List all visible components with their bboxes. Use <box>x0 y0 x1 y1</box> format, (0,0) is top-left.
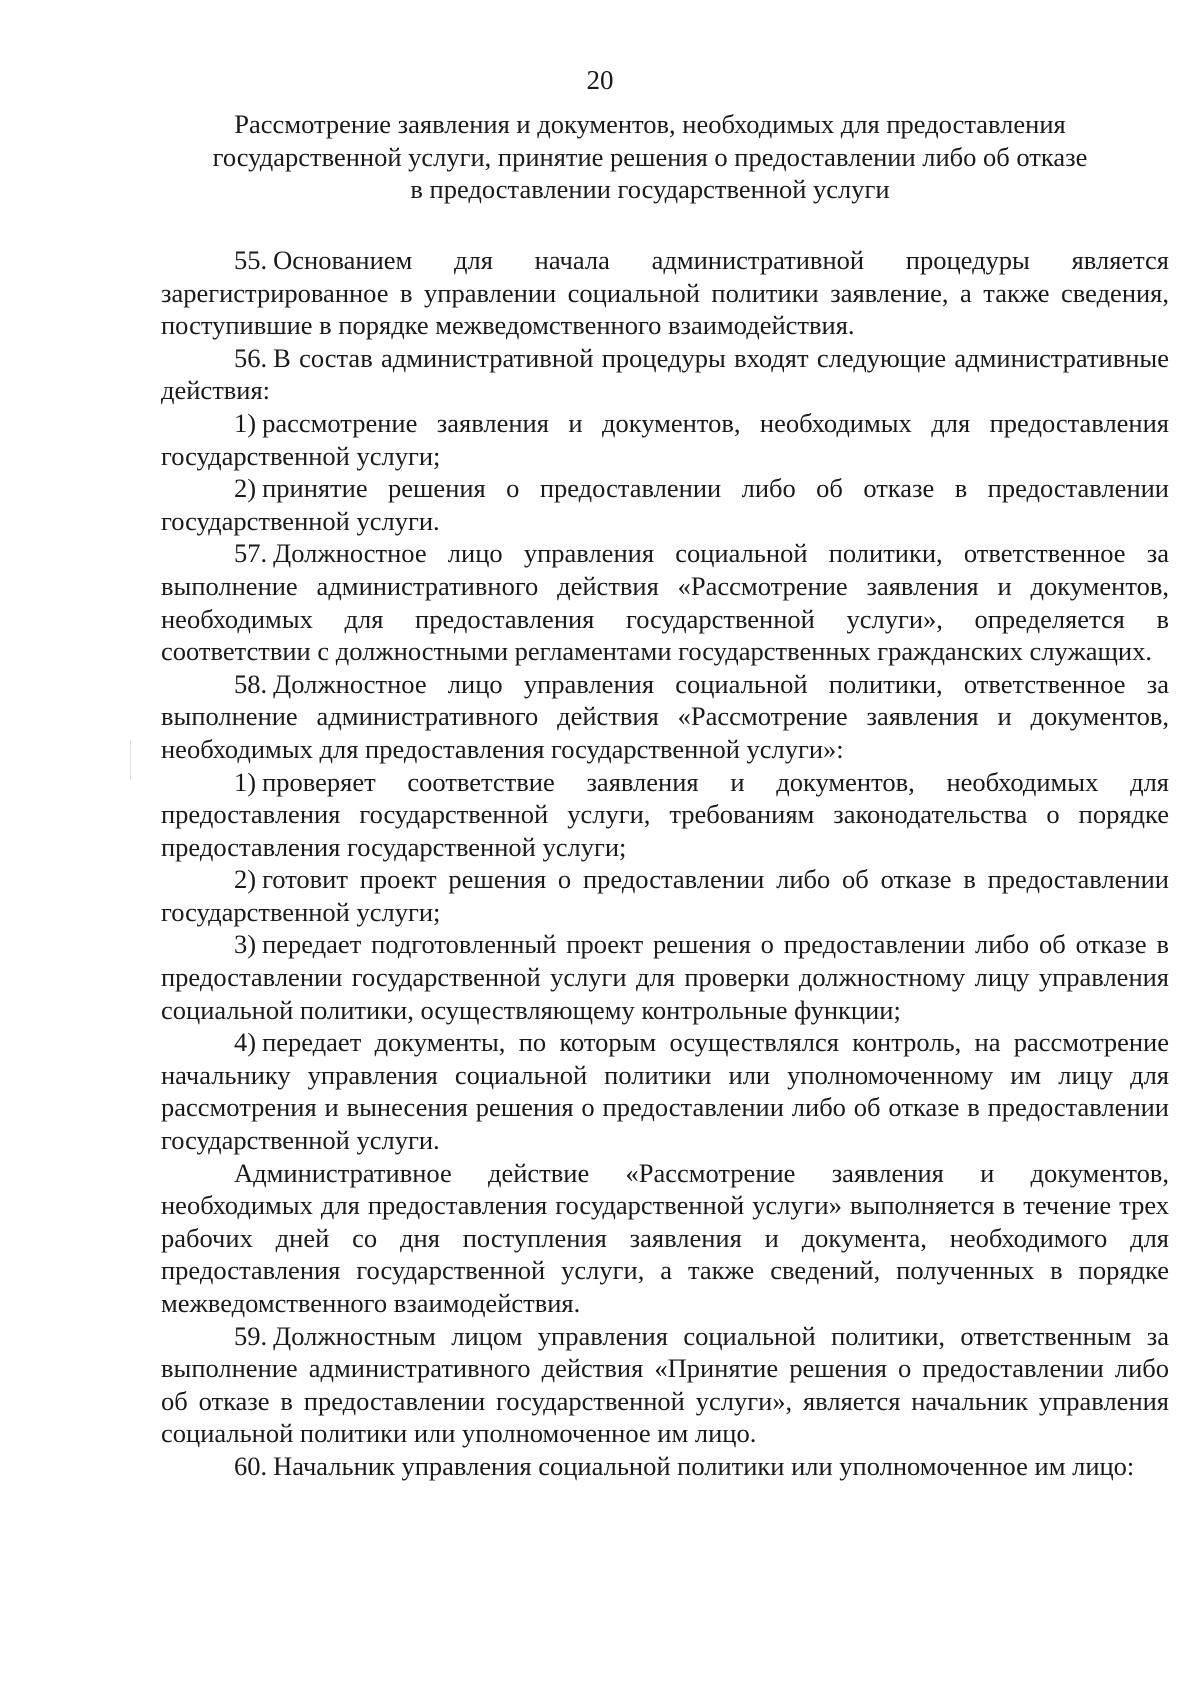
paragraph-58 <box>161 668 1169 766</box>
paragraph-number: 60. <box>234 1450 268 1481</box>
paragraph-text: Должностное лицо управления социальной политики, ответственное за выполнение административного действия «Рассмотрение заявления и документов, необходимых для предоставления государственной услуги», определяется в соответствии с должностными регламентами государственных гражданских служащих. <box>161 538 1169 667</box>
paragraph-unnumbered <box>161 1157 1169 1320</box>
list-item <box>161 863 1169 928</box>
paragraph-text: Основанием для начала административной процедуры является зарегистрированное в управлении социальной политики заявление, а также сведения, поступившие в порядке межведомственного взаимодействия. <box>161 245 1169 341</box>
list-item <box>161 472 1169 537</box>
list-item <box>161 766 1169 864</box>
list-item-number: 1) <box>234 407 257 438</box>
paragraph-number: 56. <box>234 342 268 373</box>
paragraph-56 <box>161 342 1169 407</box>
list-item-text: рассмотрение заявления и документов, необходимых для предоставления государственной услуги; <box>161 407 1169 471</box>
list-item <box>161 928 1169 1026</box>
list-item-number: 1) <box>234 766 257 797</box>
paragraph-number: 55. <box>234 245 268 275</box>
list-item <box>161 1026 1169 1156</box>
paragraph-text: Должностным лицом управления социальной политики, ответственным за выполнение административного действия «Принятие решения о предоставлении либо об отказе в предоставлении государственной услуги», является начальник управления социальной политики или уполномоченное им лицо. <box>161 1320 1169 1449</box>
section-title-line: Рассмотрение заявления и документов, необходимых для предоставления <box>234 109 1066 139</box>
section-title-line: в предоставлении государственной услуги <box>410 174 890 204</box>
paragraph-57 <box>161 537 1169 667</box>
paragraph-text: Административное действие «Рассмотрение заявления и документов, необходимых для предоставления государственной услуги» выполняется в течение трех рабочих дней со дня поступления заявления и документа, необходимого для предоставления государственной услуги, а также сведений, полученных в порядке межведомственного взаимодействия. <box>161 1157 1169 1318</box>
paragraph-number: 58. <box>234 668 268 699</box>
list-item-number: 2) <box>234 864 257 895</box>
paragraph-60 <box>161 1450 1169 1483</box>
section-title <box>170 108 1130 206</box>
paragraph-text: Начальник управления социальной политики или уполномоченное им лицо: <box>273 1450 1135 1481</box>
page-number: 20 <box>586 65 614 95</box>
paragraph-59 <box>161 1320 1169 1450</box>
paragraph-55 <box>161 244 1169 342</box>
list-item-number: 4) <box>234 1027 257 1058</box>
list-item-text: передает подготовленный проект решения о предоставлении либо об отказе в предоставлении государственной услуги для проверки должностному лицу управления социальной политики, осуществляющему контрольные функции; <box>161 929 1169 1025</box>
section-title-line: государственной услуги, принятие решения о предоставлении либо об отказе <box>212 141 1088 172</box>
paragraph-text: Должностное лицо управления социальной политики, ответственное за выполнение административного действия «Рассмотрение заявления и документов, необходимых для предоставления государственной услуги»: <box>161 668 1169 764</box>
list-item-number: 3) <box>234 929 257 960</box>
list-item-text: готовит проект решения о предоставлении либо об отказе в предоставлении государственной услуги; <box>161 864 1169 927</box>
paragraph-number: 59. <box>234 1320 268 1351</box>
paragraph-text: В состав административной процедуры входят следующие административные действия: <box>161 342 1169 406</box>
document-body <box>161 244 1169 1483</box>
list-item-number: 2) <box>234 473 257 504</box>
scan-artifact-line <box>130 740 131 780</box>
list-item-text: проверяет соответствие заявления и документов, необходимых для предоставления государственной услуги, требованиям законодательства о порядке предоставления государственной услуги; <box>161 766 1169 862</box>
list-item-text: принятие решения о предоставлении либо об отказе в предоставлении государственной услуги. <box>161 473 1169 536</box>
list-item <box>161 407 1169 472</box>
paragraph-number: 57. <box>234 538 268 569</box>
list-item-text: передает документы, по которым осуществлялся контроль, на рассмотрение начальнику управления социальной политики или уполномоченному им лицу для рассмотрения и вынесения решения о предоставлении либо об отказе в предоставлении государственной услуги. <box>161 1027 1169 1156</box>
